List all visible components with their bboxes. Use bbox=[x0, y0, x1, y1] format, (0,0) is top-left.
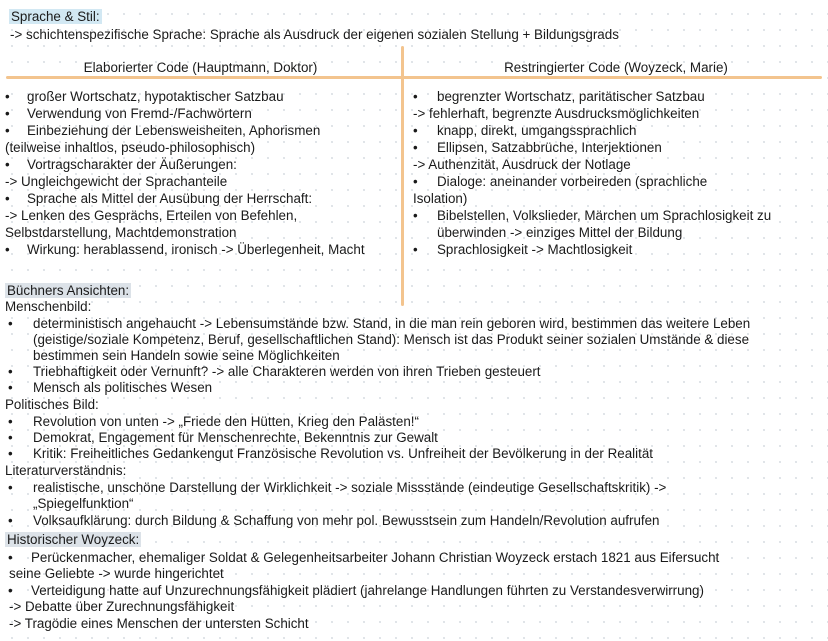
literaturverstaendnis-line: realistische, unschöne Darstellung der Wirklichkeit -> soziale Missstände (eindeutige Gesellschaftskritik) -> bbox=[33, 480, 667, 495]
left-line: großer Wortschatz, hypotaktischer Satzbau bbox=[27, 89, 284, 104]
right-line: überwinden -> einziges Mittel der Bildung bbox=[437, 225, 683, 240]
menschenbild-line: Mensch als politisches Wesen bbox=[33, 380, 213, 395]
left-line: -> Lenken des Gesprächs, Erteilen von Befehlen, bbox=[5, 208, 298, 223]
right-line: Dialoge: aneinander vorbeireden (sprachliche bbox=[437, 174, 708, 189]
menschenbild-line: deterministisch angehaucht -> Lebensumstände bzw. Stand, in die man rein geboren wird, bestimmen das weitere Leben bbox=[33, 316, 751, 331]
buechner-heading-text: Büchners Ansichten: bbox=[7, 283, 130, 298]
bullet: • bbox=[8, 414, 13, 429]
historisch-line: Perückenmacher, ehemaliger Soldat & Gelegenheitsarbeiter Johann Christian Woyzeck erstach 1821 aus Eifersucht bbox=[31, 550, 720, 565]
bullet: • bbox=[8, 316, 13, 331]
bullet: • bbox=[413, 123, 418, 138]
right-line: begrenzter Wortschatz, paritätischer Satzbau bbox=[437, 89, 705, 104]
left-line: Vortragscharakter der Äußerungen: bbox=[27, 157, 237, 172]
intro-line: -> schichtenspezifische Sprache: Sprache als Ausdruck der eigenen sozialen Stellung + Bildungsgrads bbox=[10, 27, 619, 42]
historisch-line: seine Geliebte -> wurde hingerichtet bbox=[9, 566, 224, 581]
right-line: Bibelstellen, Volkslieder, Märchen um Sprachlosigkeit zu bbox=[437, 208, 772, 223]
left-line: Selbstdarstellung, Machtdemonstration bbox=[5, 225, 237, 240]
table-horizontal-divider bbox=[6, 76, 822, 79]
bullet: • bbox=[5, 106, 10, 121]
section-title-text: Sprache & Stil: bbox=[11, 9, 100, 24]
literaturverstaendnis-line: Volksaufklärung: durch Bildung & Schaffung von mehr pol. Bewusstsein zum Handeln/Revolution aufrufen bbox=[33, 513, 660, 528]
right-line: -> fehlerhaft, begrenzte Ausdrucksmöglichkeiten bbox=[413, 106, 700, 121]
right-line: Isolation) bbox=[413, 191, 468, 206]
bullet: • bbox=[5, 89, 10, 104]
left-line: Wirkung: herablassend, ironisch -> Überlegenheit, Macht bbox=[27, 242, 365, 257]
bullet: • bbox=[8, 513, 13, 528]
menschenbild-line: (geistige/soziale Kompetenz, Beruf, gesellschaftlichen Stand): Mensch ist das Produkt seiner sozialen Umstände & diese bbox=[33, 332, 750, 347]
bullet: • bbox=[413, 242, 418, 257]
menschenbild-line: bestimmen sein Handeln sowie seine Möglichkeiten bbox=[33, 348, 340, 363]
literaturverstaendnis-heading: Literaturverständnis: bbox=[5, 463, 127, 478]
right-column-header: Restringierter Code (Woyzeck, Marie) bbox=[504, 60, 728, 75]
left-line: Sprache als Mittel der Ausübung der Herrschaft: bbox=[27, 191, 313, 206]
section-title bbox=[9, 9, 102, 25]
bullet: • bbox=[5, 157, 10, 172]
bullet: • bbox=[5, 191, 10, 206]
menschenbild-line: Triebhaftigkeit oder Vernunft? -> alle Charakteren werden von ihren Trieben gesteuert bbox=[33, 364, 541, 379]
bullet: • bbox=[5, 242, 10, 257]
politisches-bild-line: Kritik: Freiheitliches Gedankengut Französische Revolution vs. Unfreiheit der Bevölkerung in der Realität bbox=[33, 446, 653, 461]
bullet: • bbox=[8, 480, 13, 495]
bullet: • bbox=[413, 140, 418, 155]
left-line: Einbeziehung der Lebensweisheiten, Aphorismen bbox=[27, 123, 321, 138]
bullet: • bbox=[8, 583, 13, 598]
left-line: (teilweise inhaltlos, pseudo-philosophisch) bbox=[5, 140, 256, 155]
bullet: • bbox=[8, 380, 13, 395]
bullet: • bbox=[8, 430, 13, 445]
historisch-heading-text: Historischer Woyzeck: bbox=[7, 532, 140, 547]
historisch-line: -> Debatte über Zurechnungsfähigkeit bbox=[9, 599, 235, 614]
bullet: • bbox=[413, 208, 418, 223]
politisches-bild-line: Revolution von unten -> „Friede den Hütten, Krieg den Palästen!“ bbox=[33, 414, 419, 429]
menschenbild-heading: Menschenbild: bbox=[5, 299, 92, 314]
bullet: • bbox=[5, 123, 10, 138]
bullet: • bbox=[8, 446, 13, 461]
historisch-line: Verteidigung hatte auf Unzurechnungsfähigkeit plädiert (jahrelange Handlungen führten zu Verstandesverwirrung) bbox=[31, 583, 704, 598]
bullet: • bbox=[413, 174, 418, 189]
bullet: • bbox=[8, 364, 13, 379]
table-vertical-divider bbox=[401, 46, 404, 306]
politisches-bild-heading: Politisches Bild: bbox=[5, 397, 99, 412]
historisch-line: -> Tragödie eines Menschen der untersten Schicht bbox=[9, 616, 309, 631]
literaturverstaendnis-line: „Spiegelfunktion“ bbox=[33, 496, 134, 511]
historisch-heading bbox=[5, 532, 141, 548]
right-line: Ellipsen, Satzabbrüche, Interjektionen bbox=[437, 140, 662, 155]
right-line: Sprachlosigkeit -> Machtlosigkeit bbox=[437, 242, 633, 257]
politisches-bild-line: Demokrat, Engagement für Menschenrechte, Bekenntnis zur Gewalt bbox=[33, 430, 438, 445]
bullet: • bbox=[8, 550, 13, 565]
left-line: Verwendung von Fremd-/Fachwörtern bbox=[27, 106, 252, 121]
left-column-header: Elaborierter Code (Hauptmann, Doktor) bbox=[83, 60, 318, 75]
buechner-heading bbox=[5, 283, 131, 299]
bullet: • bbox=[413, 89, 418, 104]
right-line: -> Authenzität, Ausdruck der Notlage bbox=[413, 157, 631, 172]
right-line: knapp, direkt, umgangssprachlich bbox=[437, 123, 637, 138]
left-line: -> Ungleichgewicht der Sprachanteile bbox=[5, 174, 228, 189]
